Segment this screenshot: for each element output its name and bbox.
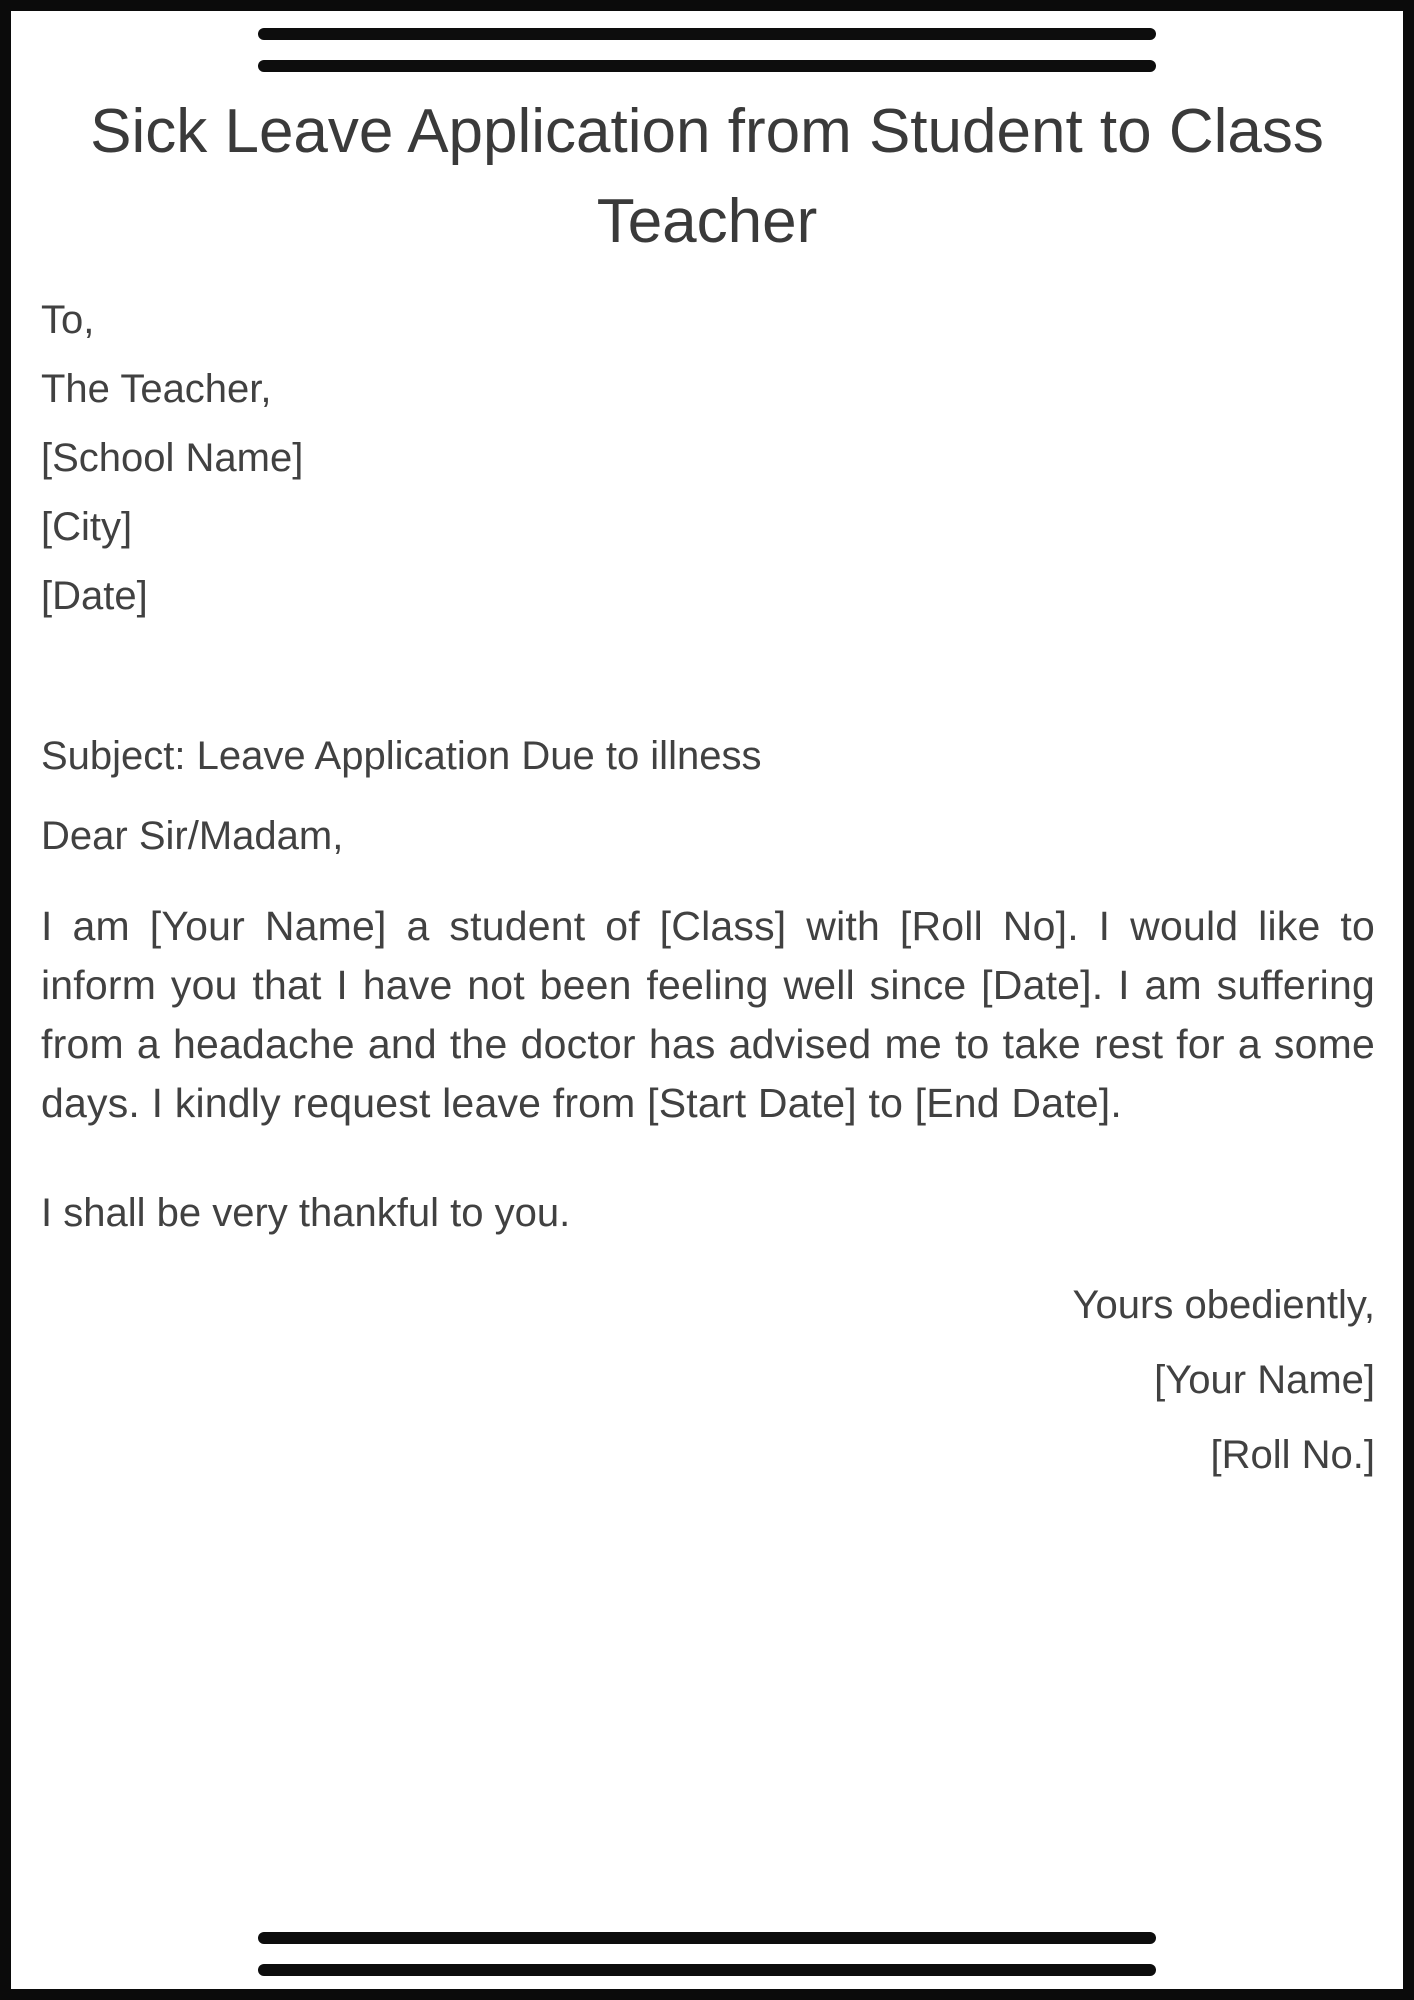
bottom-divider-bar-2 <box>258 1964 1156 1976</box>
bottom-divider-bar-1 <box>258 1932 1156 1944</box>
top-divider-bar-1 <box>258 28 1156 40</box>
recipient-line: [School Name] <box>41 435 304 480</box>
signoff-line: [Your Name] <box>1154 1357 1375 1402</box>
signature-block <box>41 1280 1375 1480</box>
recipient-block <box>41 295 1375 621</box>
closing-line: I shall be very thankful to you. <box>41 1190 571 1235</box>
top-decoration <box>258 11 1156 72</box>
letter-content <box>11 295 1403 1480</box>
recipient-line: The Teacher, <box>41 366 272 411</box>
recipient-line: [City] <box>41 504 133 549</box>
body-paragraph: I am [Your Name] a student of [Class] with [Roll No]. I would like to inform you that I have not been feeling well since [Date]. I am suffering from a headache and the doctor has advised me to take rest for a some days. I kindly request leave from [Start Date] to [End Date]. <box>41 902 1375 1126</box>
bottom-decoration <box>258 1932 1156 1976</box>
greeting-line: Dear Sir/Madam, <box>41 813 344 858</box>
page-title: Sick Leave Application from Student to Class Teacher <box>90 97 1324 256</box>
recipient-line: [Date] <box>41 573 148 618</box>
subject-line: Subject: Leave Application Due to illness <box>41 733 762 778</box>
top-divider-bar-2 <box>258 60 1156 72</box>
recipient-line: To, <box>41 297 95 342</box>
signoff-line: Yours obediently, <box>1072 1282 1375 1327</box>
signoff-line: [Roll No.] <box>1210 1432 1375 1477</box>
